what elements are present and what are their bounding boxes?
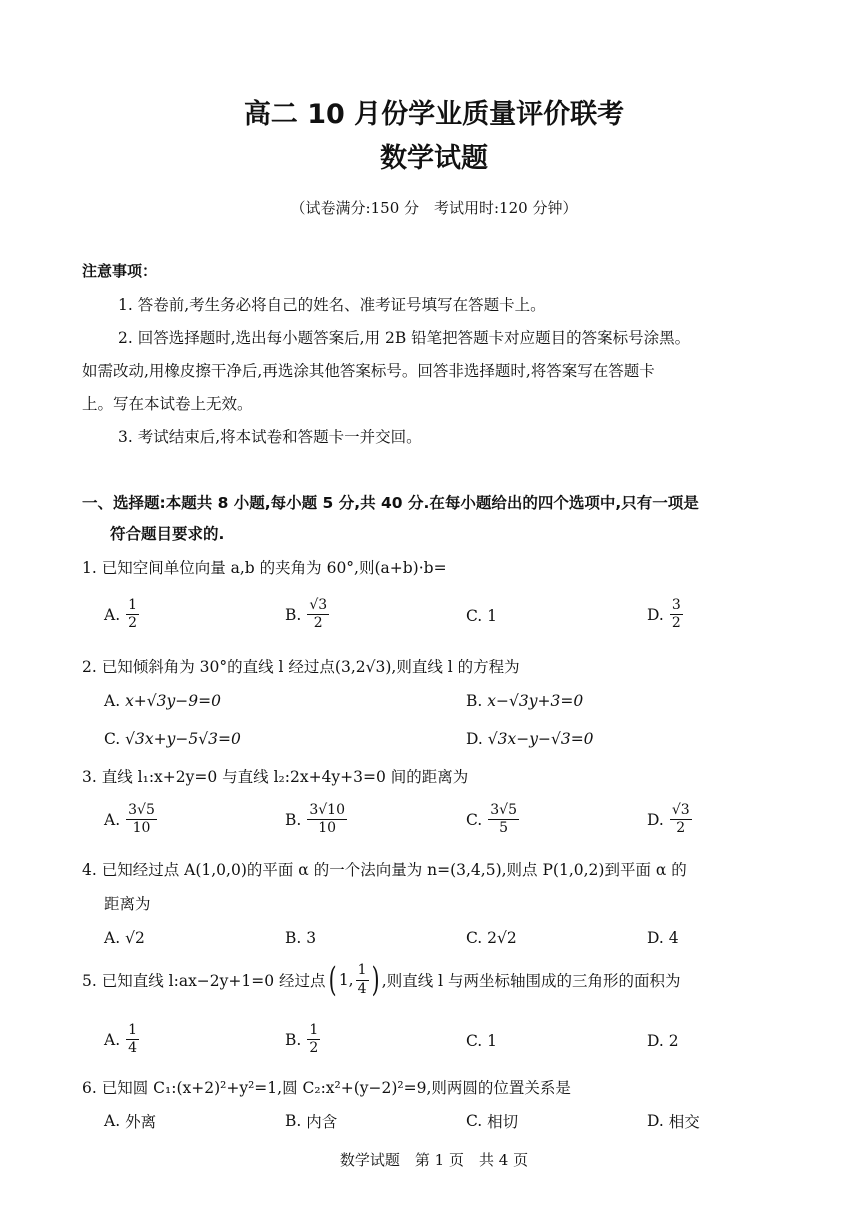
question-4-option-b bbox=[285, 929, 316, 947]
option-text: 3 bbox=[306, 929, 317, 947]
fraction-denominator: 5 bbox=[499, 820, 509, 837]
fraction-numerator: √3 bbox=[670, 803, 692, 820]
question-1-option-b bbox=[285, 598, 329, 632]
exam-subject: 数学试题 bbox=[380, 143, 488, 174]
question-5-option-b bbox=[285, 1023, 320, 1057]
note-item-2-line-2: 如需改动,用橡皮擦干净后,再选涂其他答案标号。回答非选择题时,将答案写在答题卡 bbox=[82, 362, 655, 380]
option-text: √3x−y−√3=0 bbox=[487, 730, 594, 748]
option-label: A. bbox=[104, 692, 121, 710]
option-label: D. bbox=[647, 810, 664, 829]
question-2-option-d bbox=[466, 730, 594, 748]
fraction-numerator: 3 bbox=[670, 598, 683, 615]
question-1-option-a bbox=[104, 598, 139, 632]
option-text: √3x+y−5√3=0 bbox=[125, 730, 241, 748]
option-text: √2 bbox=[125, 929, 145, 947]
option-text: 内含 bbox=[306, 1113, 338, 1131]
option-label: C. bbox=[466, 810, 483, 829]
question-2-option-a bbox=[104, 692, 221, 710]
question-3-option-b bbox=[285, 803, 347, 837]
question-2-stem: 2. 已知倾斜角为 30°的直线 l 经过点(3,2√3),则直线 l 的方程为 bbox=[82, 658, 520, 676]
question-3-option-c bbox=[466, 803, 519, 837]
question-6-option-d bbox=[647, 1110, 700, 1132]
question-4-stem-line-1: 4. 已知经过点 A(1,0,0)的平面 α 的一个法向量为 n=(3,4,5),则点 P(1,0,2)到平面 α 的 bbox=[82, 861, 687, 879]
option-fraction bbox=[126, 803, 157, 837]
option-label: B. bbox=[285, 810, 302, 829]
fraction-numerator: 1 bbox=[307, 1023, 320, 1040]
option-label: A. bbox=[104, 929, 121, 947]
option-label: B. bbox=[285, 605, 302, 624]
note-item-2-line-1: 2. 回答选择题时,选出每小题答案后,用 2B 铅笔把答题卡对应题目的答案标号涂黑。 bbox=[118, 329, 691, 347]
fraction-denominator: 2 bbox=[671, 615, 681, 632]
fraction-numerator: 3√5 bbox=[488, 803, 519, 820]
exam-title: 高二 10 月份学业质量评价联考 bbox=[243, 99, 625, 130]
question-5-stem-start: 5. 已知直线 l:ax−2y+1=0 经过点 bbox=[82, 972, 326, 990]
option-label: B. bbox=[285, 1112, 302, 1130]
option-text: 4 bbox=[668, 929, 679, 947]
fraction-numerator: 3√5 bbox=[126, 803, 157, 820]
option-fraction bbox=[670, 598, 683, 632]
option-label: A. bbox=[104, 605, 121, 624]
note-item-2-line-3: 上。写在本试卷上无效。 bbox=[82, 395, 253, 413]
option-fraction bbox=[488, 803, 519, 837]
option-text: 1 bbox=[487, 607, 498, 625]
option-label: B. bbox=[466, 692, 483, 710]
question-5-point: 1, bbox=[338, 971, 354, 989]
option-label: A. bbox=[104, 1112, 121, 1130]
option-fraction bbox=[307, 598, 329, 632]
option-label: D. bbox=[647, 1112, 664, 1130]
option-text: x−√3y+3=0 bbox=[487, 692, 584, 710]
fraction-denominator: 4 bbox=[357, 980, 367, 997]
question-6-option-a bbox=[104, 1110, 156, 1132]
question-4-stem-line-2: 距离为 bbox=[104, 895, 151, 913]
option-text: 相切 bbox=[487, 1113, 519, 1131]
question-4-option-c bbox=[466, 929, 517, 947]
question-3-option-d bbox=[647, 803, 692, 837]
option-text: 2 bbox=[668, 1032, 679, 1050]
fraction-numerator: 1 bbox=[126, 1023, 139, 1040]
option-label: C. bbox=[466, 607, 483, 625]
option-label: A. bbox=[104, 810, 121, 829]
question-4-option-d bbox=[647, 929, 679, 947]
fraction-denominator: 2 bbox=[313, 615, 323, 632]
question-6-option-c bbox=[466, 1110, 518, 1132]
option-label: C. bbox=[466, 1032, 483, 1050]
option-text: 相交 bbox=[668, 1113, 700, 1131]
section-1-heading-line-2: 符合题目要求的. bbox=[110, 525, 225, 543]
option-text: 1 bbox=[487, 1032, 498, 1050]
option-label: B. bbox=[285, 929, 302, 947]
option-label: C. bbox=[104, 730, 121, 748]
option-text: 2√2 bbox=[487, 929, 517, 947]
notes-heading: 注意事项： bbox=[82, 262, 158, 280]
fraction-denominator: 10 bbox=[132, 820, 151, 837]
fraction-denominator: 4 bbox=[128, 1040, 138, 1057]
option-label: D. bbox=[647, 929, 664, 947]
option-label: D. bbox=[466, 730, 483, 748]
section-1-heading-line-1: 一、选择题:本题共 8 小题,每小题 5 分,共 40 分.在每小题给出的四个选项中,只有一项是 bbox=[82, 494, 699, 512]
question-1-stem: 1. 已知空间单位向量 a,b 的夹角为 60°,则(a+b)·b= bbox=[82, 559, 447, 577]
option-fraction bbox=[126, 1023, 139, 1057]
fraction-denominator: 2 bbox=[128, 615, 138, 632]
question-5-stem-end: ,则直线 l 与两坐标轴围成的三角形的面积为 bbox=[381, 972, 681, 990]
question-5-option-d bbox=[647, 1032, 679, 1050]
question-5-point-fraction bbox=[356, 963, 369, 997]
option-text: x+√3y−9=0 bbox=[125, 692, 221, 710]
question-5-option-c bbox=[466, 1032, 497, 1050]
question-5-option-a bbox=[104, 1023, 139, 1057]
question-3-stem: 3. 直线 l₁:x+2y=0 与直线 l₂:2x+4y+3=0 间的距离为 bbox=[82, 768, 469, 786]
question-1-option-d bbox=[647, 598, 683, 632]
note-item-3: 3. 考试结束后,将本试卷和答题卡一并交回。 bbox=[118, 428, 422, 446]
fraction-denominator: 2 bbox=[309, 1040, 319, 1057]
fraction-denominator: 2 bbox=[676, 820, 686, 837]
question-6-option-b bbox=[285, 1110, 337, 1132]
option-label: D. bbox=[647, 605, 664, 624]
fraction-numerator: 3√10 bbox=[307, 803, 347, 820]
exam-meta: （试卷满分:150 分 考试用时:120 分钟） bbox=[290, 199, 578, 217]
option-label: D. bbox=[647, 1032, 664, 1050]
paren-close: ) bbox=[371, 960, 380, 1000]
page-footer: 数学试题 第 1 页 共 4 页 bbox=[339, 1151, 529, 1169]
question-6-stem: 6. 已知圆 C₁:(x+2)²+y²=1,圆 C₂:x²+(y−2)²=9,则两圆的位置关系是 bbox=[82, 1079, 571, 1097]
question-2-option-c bbox=[104, 730, 241, 748]
option-fraction bbox=[307, 1023, 320, 1057]
option-fraction bbox=[670, 803, 692, 837]
question-2-option-b bbox=[466, 692, 583, 710]
option-text: 外离 bbox=[125, 1113, 157, 1131]
fraction-numerator: √3 bbox=[307, 598, 329, 615]
option-label: C. bbox=[466, 1112, 483, 1130]
question-1-option-c bbox=[466, 607, 497, 625]
option-fraction bbox=[307, 803, 347, 837]
question-5-stem bbox=[82, 960, 681, 1000]
option-label: C. bbox=[466, 929, 483, 947]
question-3-option-a bbox=[104, 803, 157, 837]
paren-open: ( bbox=[328, 960, 337, 1000]
note-item-1: 1. 答卷前,考生务必将自己的姓名、准考证号填写在答题卡上。 bbox=[118, 296, 546, 314]
fraction-numerator: 1 bbox=[356, 963, 369, 980]
option-label: B. bbox=[285, 1030, 302, 1049]
fraction-numerator: 1 bbox=[126, 598, 139, 615]
option-label: A. bbox=[104, 1030, 121, 1049]
question-4-option-a bbox=[104, 929, 145, 947]
option-fraction bbox=[126, 598, 139, 632]
fraction-denominator: 10 bbox=[318, 820, 337, 837]
